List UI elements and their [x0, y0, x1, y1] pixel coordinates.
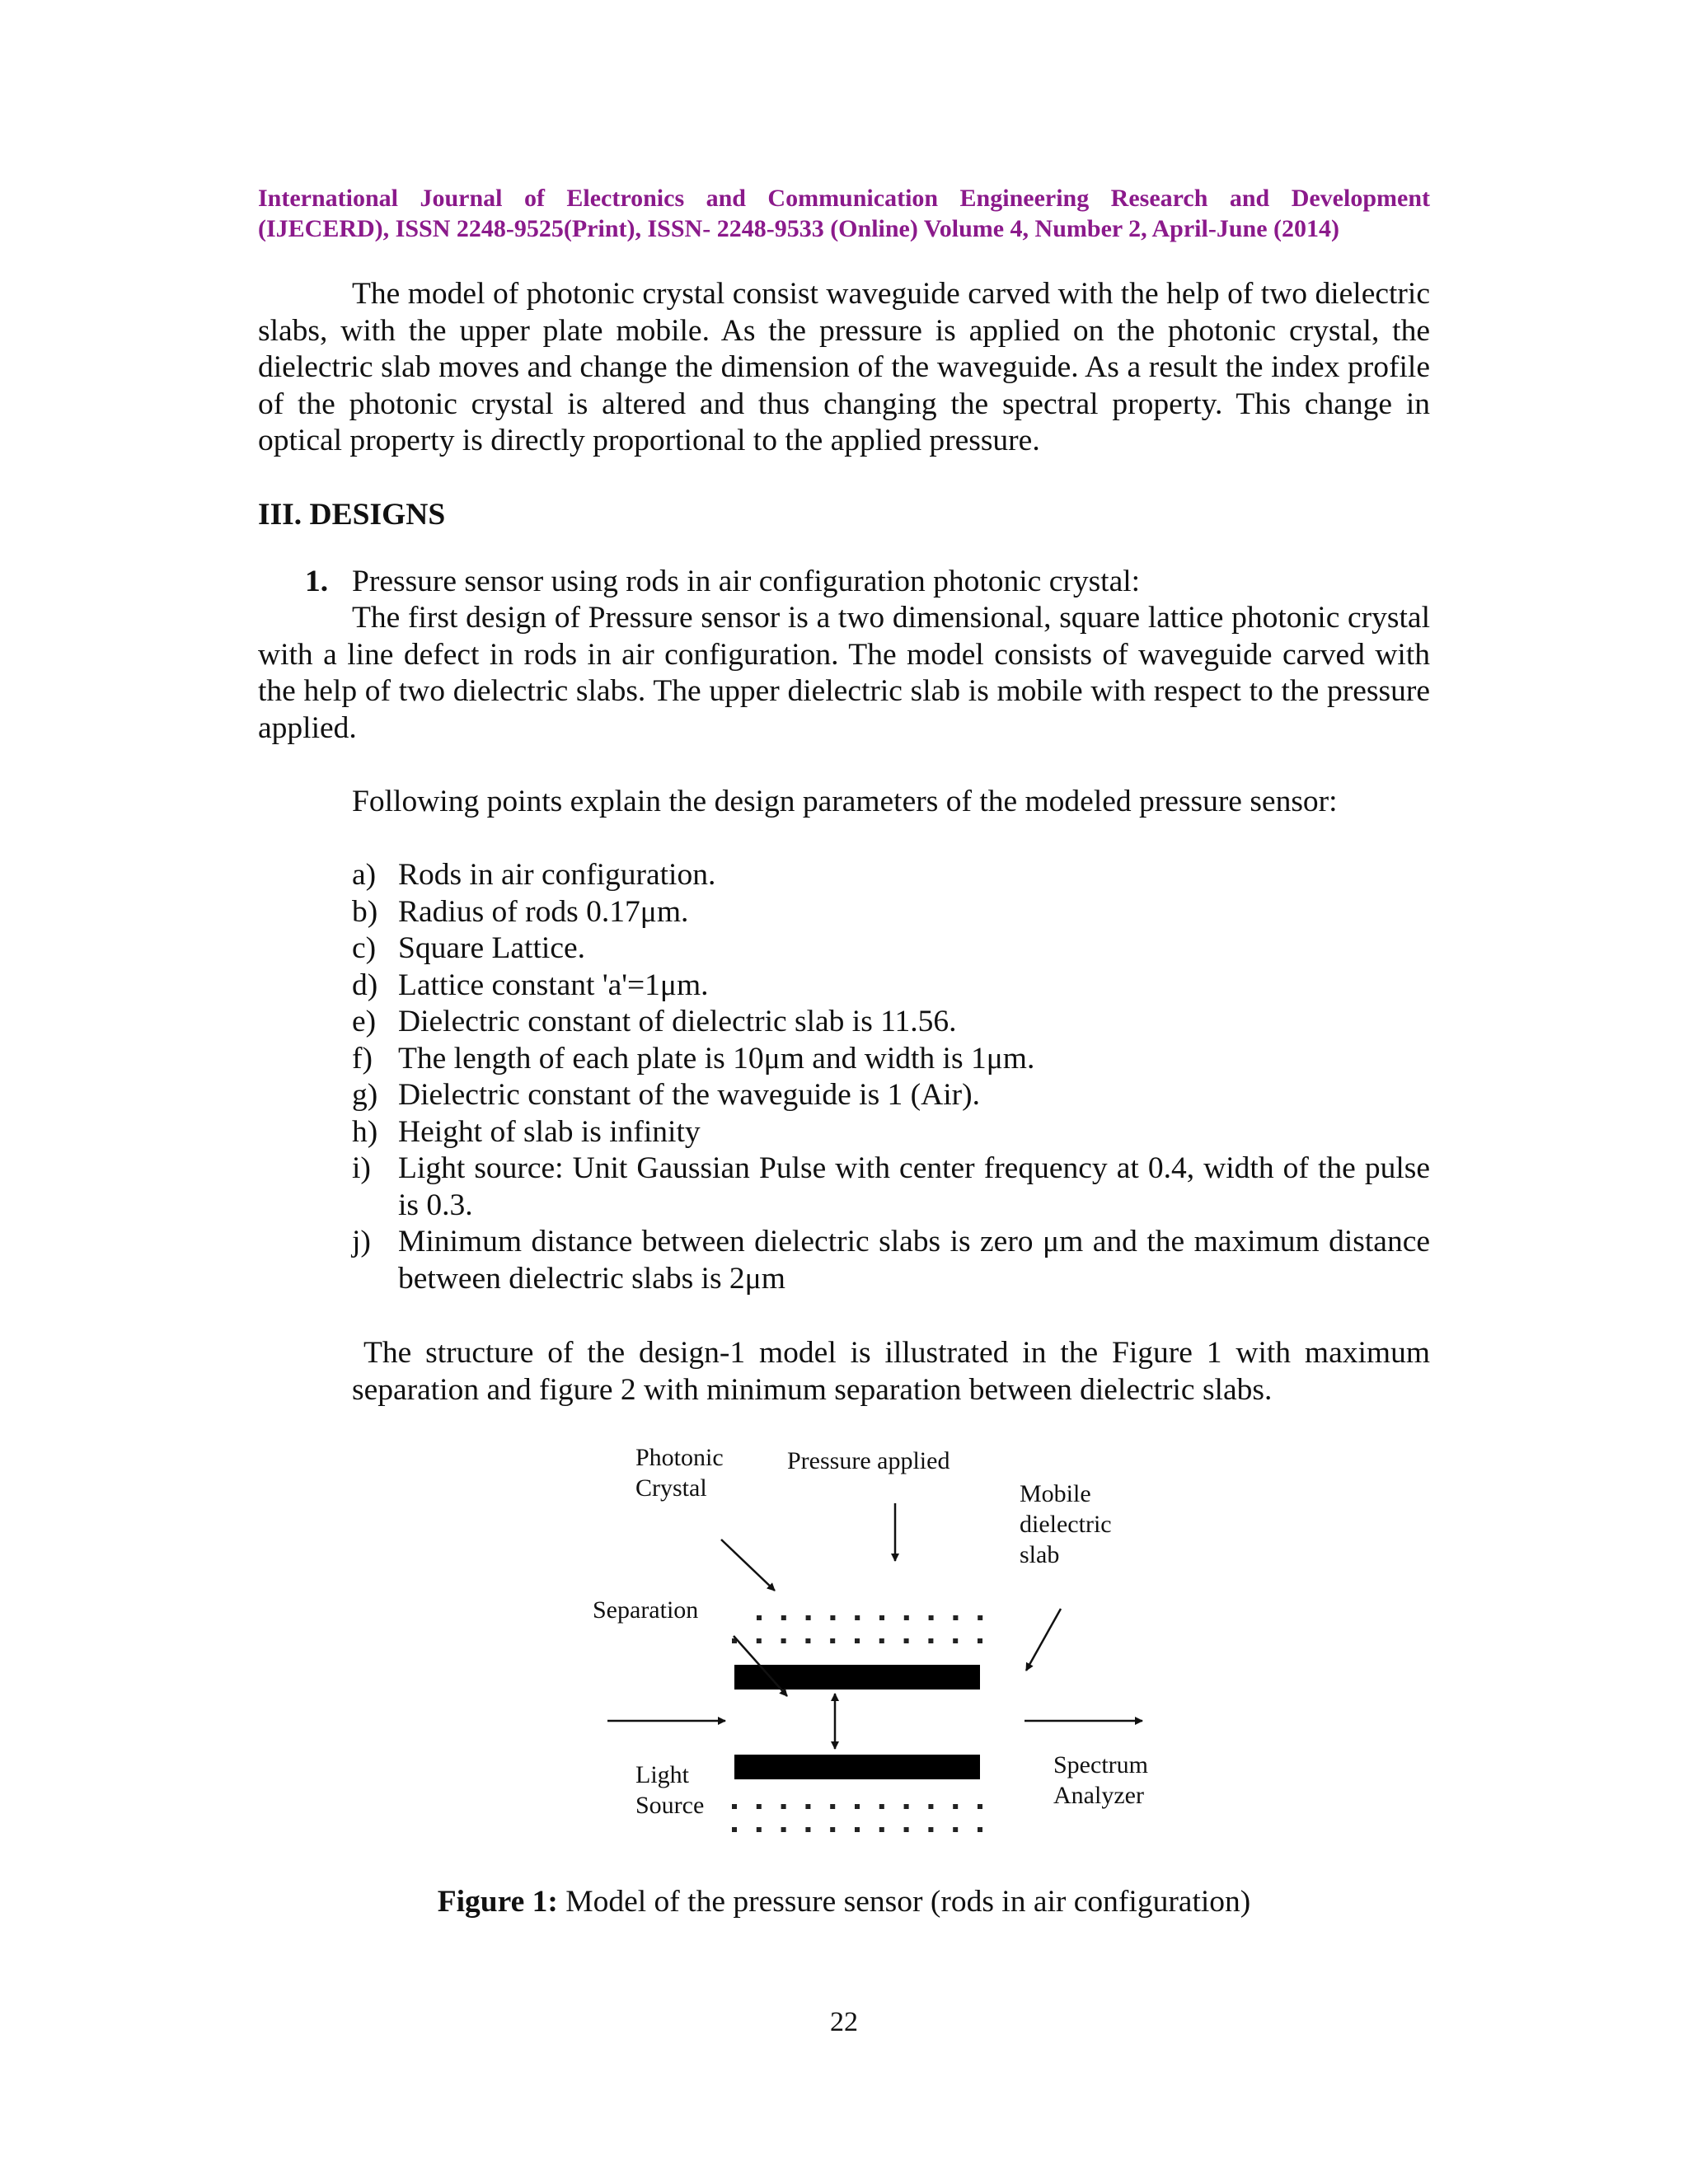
journal-header-line2: (IJECERD), ISSN 2248-9525(Print), ISSN- 2248-9533 (Online) Volume 4, Number 2, April-June (2014): [258, 215, 1340, 242]
list-item: [352, 1041, 1430, 1078]
list-marker: i): [352, 1151, 371, 1185]
list-text: Height of slab is infinity: [398, 1114, 701, 1149]
lattice-rod: [757, 1827, 762, 1832]
list-marker: j): [352, 1225, 371, 1258]
label-source: Source: [635, 1792, 705, 1819]
design-item-title: Pressure sensor using rods in air configuration photonic crystal:: [352, 565, 1141, 598]
list-marker: h): [352, 1114, 378, 1149]
list-marker: e): [352, 1005, 377, 1038]
lattice-rod: [732, 1827, 737, 1832]
lattice-rod: [855, 1638, 860, 1643]
lattice-rod: [879, 1615, 884, 1620]
lattice-rod: [879, 1804, 884, 1809]
lattice-rod: [806, 1615, 811, 1620]
design-item-number: 1.: [305, 565, 329, 598]
label-analyzer: Analyzer: [1053, 1782, 1144, 1809]
list-text: Rods in air configuration.: [398, 858, 716, 892]
journal-header-line1: International Journal of Electronics and Communication Engineering Research and Development: [258, 185, 1430, 212]
list-text: Light source: Unit Gaussian Pulse with center frequency at 0.4, width of the pulse is 0.3.: [398, 1151, 1430, 1222]
figure-1: [577, 1434, 1203, 1846]
label-dielectric: dielectric: [1020, 1511, 1112, 1538]
label-crystal: Crystal: [635, 1474, 707, 1502]
lattice-rod: [929, 1615, 934, 1620]
list-marker: f): [352, 1041, 373, 1076]
lattice-rod: [904, 1638, 909, 1643]
lattice-rod: [978, 1804, 982, 1809]
lattice-rod: [978, 1615, 982, 1620]
page-number: 22: [830, 2007, 858, 2037]
list-text: Dielectric constant of the waveguide is 1 (Air).: [398, 1078, 980, 1112]
lattice-rod: [830, 1827, 835, 1832]
label-mobile: Mobile: [1020, 1480, 1091, 1507]
lattice-rod: [805, 1827, 810, 1832]
list-text: Dielectric constant of dielectric slab is 11.56.: [398, 1005, 957, 1038]
lattice-rod: [757, 1615, 762, 1620]
lattice-rod: [953, 1638, 958, 1643]
list-marker: a): [352, 858, 377, 892]
lattice-rod: [781, 1804, 786, 1809]
lattice-rod: [855, 1827, 860, 1832]
list-item: [352, 894, 1430, 931]
lattice-rod: [978, 1827, 982, 1832]
lattice-rod: [953, 1804, 958, 1809]
label-separation: Separation: [593, 1596, 699, 1624]
lattice-rod: [904, 1804, 909, 1809]
photonic-crystal-arrow: [721, 1540, 775, 1591]
lattice-rod: [830, 1638, 835, 1643]
lattice-rod: [805, 1638, 810, 1643]
design-item-paragraph: The first design of Pressure sensor is a two dimensional, square lattice photonic crystal with a line defect in rods in air configuration. The model consists of waveguide carved with the help of two dielectric slabs. The upper dielectric slab is mobile with respect to the pressure applied.: [258, 601, 1430, 745]
mobile-slab-arrow: [1026, 1609, 1061, 1671]
list-item: [352, 1114, 1430, 1151]
section-heading: III. DESIGNS: [258, 498, 446, 532]
lattice-rod: [781, 1615, 786, 1620]
lattice-rod: [928, 1827, 933, 1832]
lattice-rod: [757, 1804, 762, 1809]
lattice-rod: [781, 1638, 786, 1643]
photonic-crystal-rods: [732, 1615, 982, 1832]
list-text: Lattice constant 'a'=1μm.: [398, 968, 709, 1002]
list-item: [352, 1077, 1430, 1114]
caption-text: Model of the pressure sensor (rods in air configuration): [557, 1885, 1251, 1919]
list-item: [352, 968, 1430, 1005]
list-text: The length of each plate is 10μm and width is 1μm.: [398, 1041, 1035, 1076]
lattice-rod: [855, 1615, 860, 1620]
label-light: Light: [635, 1761, 689, 1788]
lattice-rod: [904, 1827, 909, 1832]
lattice-rod: [830, 1804, 835, 1809]
list-item: [352, 930, 1430, 968]
lattice-rod: [978, 1638, 982, 1643]
figure-caption: [0, 1884, 1688, 1920]
label-slab: slab: [1020, 1541, 1060, 1568]
lattice-rod: [879, 1827, 884, 1832]
lattice-rod: [732, 1804, 737, 1809]
journal-header: [258, 183, 1430, 244]
lattice-rod: [904, 1615, 909, 1620]
lattice-rod: [953, 1827, 958, 1832]
lattice-rod: [855, 1804, 860, 1809]
lattice-rod: [805, 1804, 810, 1809]
list-item: [352, 1004, 1430, 1041]
label-spectrum: Spectrum: [1053, 1751, 1148, 1779]
lattice-rod: [781, 1827, 786, 1832]
lattice-rod: [757, 1638, 762, 1643]
list-text: Radius of rods 0.17μm.: [398, 894, 689, 929]
lattice-rod: [879, 1638, 884, 1643]
design-item-heading: [305, 564, 1430, 600]
list-marker: c): [352, 931, 377, 965]
intro-paragraph: The model of photonic crystal consist waveguide carved with the help of two dielectric slabs, with the upper plate mobile. As the pressure is applied on the photonic crystal, the dielectric slab moves and change the dimension of the waveguide. As a result the index profile of the photonic crystal is altered and thus changing the spectral property. This change in optical property is directly proportional to the applied pressure.: [258, 277, 1430, 457]
lattice-rod: [830, 1615, 835, 1620]
lattice-rod: [928, 1804, 933, 1809]
parameter-list: [352, 857, 1430, 1297]
caption-label: Figure 1:: [437, 1885, 558, 1919]
lattice-rod: [953, 1615, 958, 1620]
lattice-rod: [928, 1638, 933, 1643]
label-pressure-applied: Pressure applied: [787, 1447, 950, 1474]
list-marker: b): [352, 894, 378, 929]
label-photonic: Photonic: [635, 1444, 724, 1471]
list-text: Square Lattice.: [398, 931, 585, 965]
structure-paragraph: The structure of the design-1 model is illustrated in the Figure 1 with maximum separation and figure 2 with minimum separation between dielectric slabs.: [352, 1336, 1430, 1407]
list-marker: d): [352, 968, 378, 1002]
list-text: Minimum distance between dielectric slabs is zero μm and the maximum distance between dielectric slabs is 2μm: [398, 1225, 1430, 1296]
list-marker: g): [352, 1078, 378, 1112]
fixed-dielectric-slab: [734, 1755, 980, 1779]
list-intro: Following points explain the design parameters of the modeled pressure sensor:: [352, 785, 1338, 818]
list-item: [352, 1151, 1430, 1224]
list-item: [352, 857, 1430, 894]
list-item: [352, 1224, 1430, 1297]
